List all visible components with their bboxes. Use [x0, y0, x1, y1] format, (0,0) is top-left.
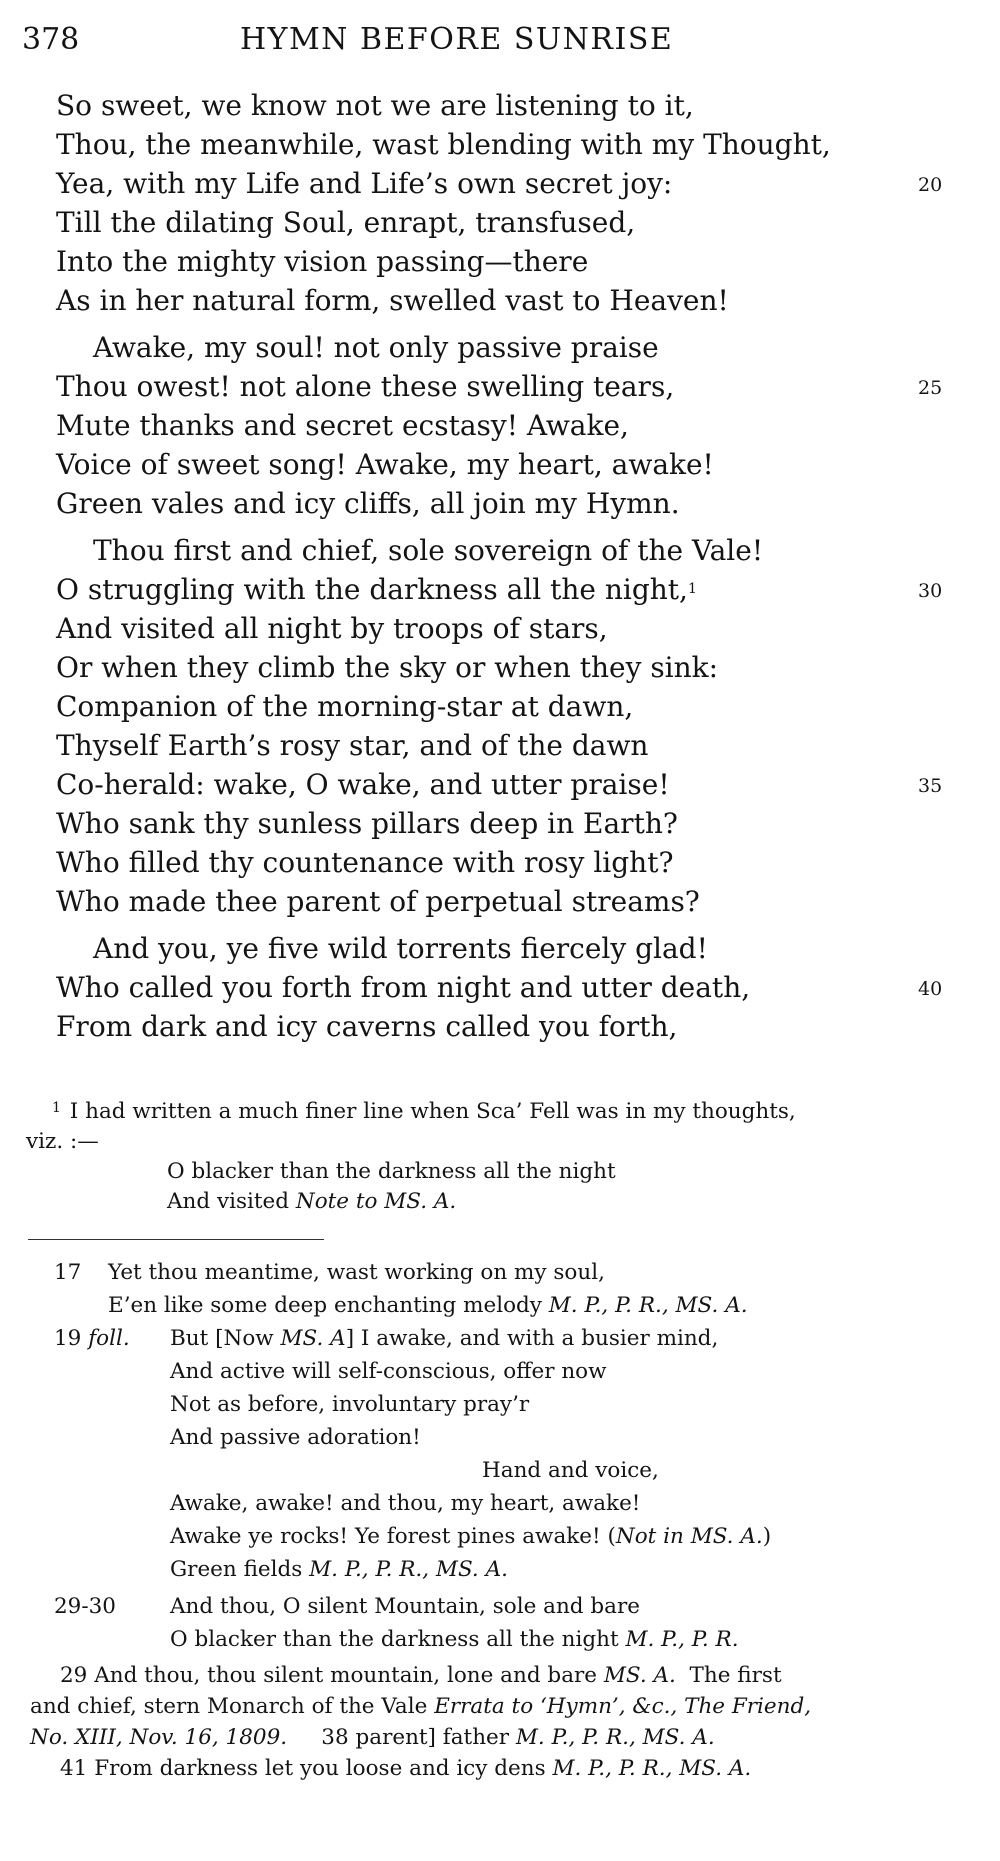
poem-line: Who called you forth from night and utter death, 40 — [0, 968, 1000, 1007]
variant-line: Awake, awake! and thou, my heart, awake! — [170, 1491, 641, 1516]
variant-line: And active will self-conscious, offer now — [170, 1359, 607, 1384]
variant-ref: 19 foll. — [54, 1326, 130, 1351]
variant-line: Green fields M. P., P. R., MS. A. — [170, 1557, 508, 1582]
variant-line: And passive adoration! — [170, 1425, 421, 1450]
poem-line: Thou first and chief, sole sovereign of the Vale! — [93, 534, 764, 567]
stanza — [0, 929, 1000, 1046]
poem-line: O struggling with the darkness all the night,$^1$ 30 — [0, 570, 1000, 609]
line-number: 35 — [918, 775, 943, 797]
poem-line: Voice of sweet song! Awake, my heart, awake! — [56, 448, 714, 481]
running-title: HYMN BEFORE SUNRISE — [240, 22, 674, 57]
stanza — [0, 531, 1000, 921]
line-number: 25 — [918, 377, 943, 399]
poem-line: Mute thanks and secret ecstasy! Awake, — [56, 409, 629, 442]
poem-line: Till the dilating Soul, enrapt, transfused, — [56, 206, 636, 239]
variant-paragraph: and chief, stern Monarch of the Vale Errata to ‘Hymn’, &c., The Friend, — [30, 1694, 812, 1719]
variant-line: 29-30 And thou, O silent Mountain, sole and bare — [0, 1590, 1000, 1623]
line-number: 20 — [918, 174, 943, 196]
poem-line: Who made thee parent of perpetual streams? — [56, 885, 700, 918]
stanza — [0, 328, 1000, 523]
poem-line: And visited all night by troops of stars, — [56, 612, 608, 645]
page-number: 378 — [22, 22, 80, 57]
poem-line: Companion of the morning-star at dawn, — [56, 690, 634, 723]
footnote-verse: And visited Note to MS. A. — [167, 1189, 457, 1214]
footnote-marker: 1 — [687, 581, 697, 597]
footnote-verse: O blacker than the darkness all the night — [167, 1159, 616, 1184]
line-number: 30 — [918, 580, 943, 602]
variant-readings — [0, 1256, 1000, 1784]
stanza — [0, 86, 1000, 320]
poem-line: And you, ye five wild torrents fiercely glad! — [93, 932, 708, 965]
variant-ref: 41 — [60, 1756, 88, 1781]
variant-line: 19 foll. But [Now MS. A] I awake, and with a busier mind, — [0, 1322, 1000, 1355]
page-header — [0, 22, 1000, 66]
poem-line: From dark and icy caverns called you forth, — [56, 1010, 678, 1043]
variant-line: Hand and voice, — [482, 1458, 659, 1483]
variant-line: Not as before, involuntary pray’r — [170, 1392, 530, 1417]
poem-line: Co-herald: wake, O wake, and utter praise! 35 — [0, 765, 1000, 804]
footnote-marker: 1 — [52, 1100, 61, 1116]
poem-line: Green vales and icy cliffs, all join my Hymn. — [56, 487, 680, 520]
variant-paragraph: No. XIII, Nov. 16, 1809. 38 parent] father M. P., P. R., MS. A. — [30, 1725, 715, 1750]
footnote-divider — [28, 1239, 324, 1240]
variant-ref: 29 — [60, 1663, 88, 1688]
variant-paragraph: 41 From darkness let you loose and icy dens M. P., P. R., MS. A. — [60, 1756, 752, 1781]
variant-ref: 17 — [54, 1260, 82, 1285]
variant-line: O blacker than the darkness all the night M. P., P. R. — [170, 1627, 739, 1652]
variant-ref: 38 — [321, 1725, 349, 1750]
footnote-text: $^1$ I had written a much finer line when Sca’ Fell was in my thoughts, — [52, 1099, 796, 1124]
poem-line: Yea, with my Life and Life’s own secret joy: 20 — [0, 164, 1000, 203]
poem-line: Into the mighty vision passing—there — [56, 245, 589, 278]
poem-line: Thou, the meanwhile, wast blending with my Thought, — [56, 128, 831, 161]
variant-ref: 29-30 — [54, 1594, 116, 1619]
poem-line: As in her natural form, swelled vast to Heaven! — [56, 284, 729, 317]
line-number: 40 — [918, 978, 943, 1000]
poem-line: Or when they climb the sky or when they sink: — [56, 651, 719, 684]
footnote — [0, 1093, 1000, 1217]
poem-line: Awake, my soul! not only passive praise — [93, 331, 659, 364]
poem-text — [0, 86, 1000, 1054]
variant-line: Awake ye rocks! Ye forest pines awake! (Not in MS. A.) — [170, 1524, 772, 1549]
poem-line: Who filled thy countenance with rosy light? — [56, 846, 674, 879]
poem-line: Thou owest! not alone these swelling tears, 25 — [0, 367, 1000, 406]
poem-line: Who sank thy sunless pillars deep in Earth? — [56, 807, 678, 840]
variant-line: E’en like some deep enchanting melody M. P., P. R., MS. A. — [108, 1293, 748, 1318]
variant-paragraph: 29 And thou, thou silent mountain, lone and bare MS. A. The first — [60, 1663, 782, 1688]
footnote-text: viz. :— — [26, 1129, 99, 1154]
poem-line: Thyself Earth’s rosy star, and of the dawn — [56, 729, 649, 762]
poem-line: So sweet, we know not we are listening to it, — [56, 89, 694, 122]
variant-line: 17 Yet thou meantime, wast working on my soul, — [0, 1256, 1000, 1289]
